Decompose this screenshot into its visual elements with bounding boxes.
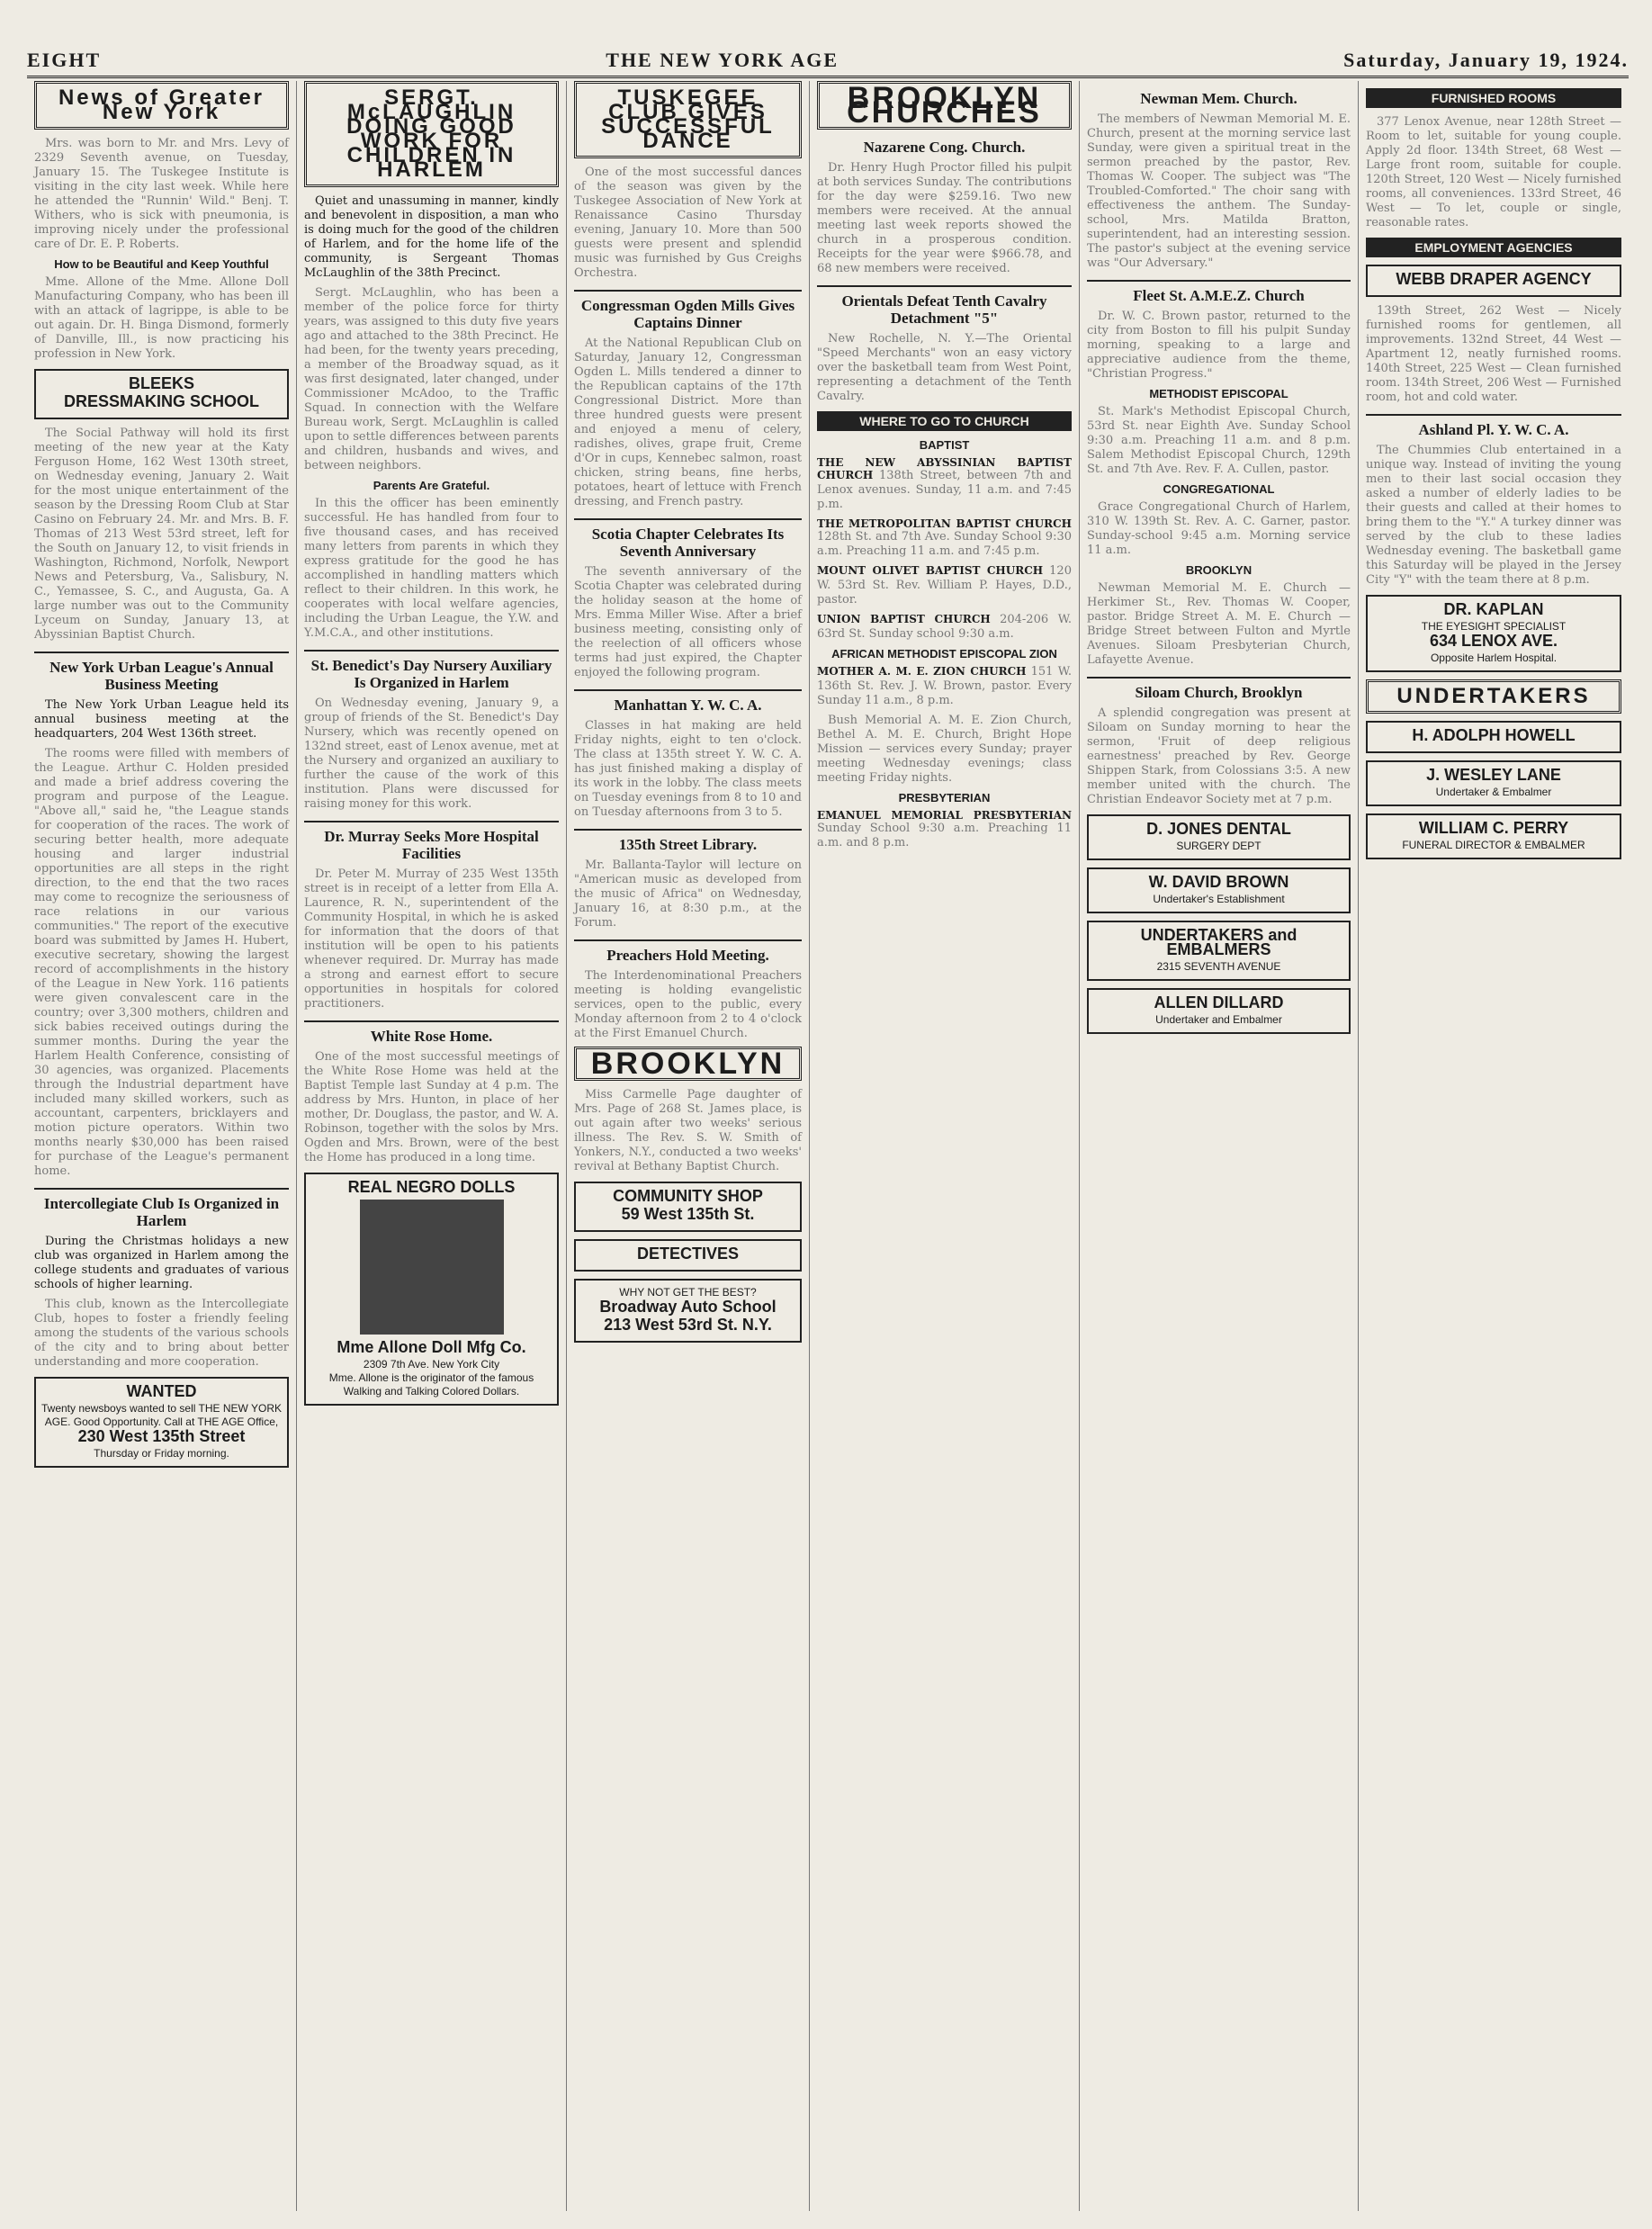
ad-title: D. JONES DENTAL xyxy=(1146,820,1291,838)
ad-title: COMMUNITY SHOP xyxy=(613,1187,763,1205)
ad-address: 230 West 135th Street xyxy=(77,1427,246,1445)
article-title: Congressman Ogden Mills Gives Captains Dinner xyxy=(574,290,802,331)
section-heading: TUSKEGEE CLUB GIVES SUCCESSFUL DANCE xyxy=(574,81,802,158)
ad-title: H. ADOLPH HOWELL xyxy=(1412,726,1576,744)
article-title: Siloam Church, Brooklyn xyxy=(1087,677,1351,701)
article-title: New York Urban League's Annual Business Meeting xyxy=(34,652,289,693)
ad-subtitle: FUNERAL DIRECTOR & EMBALMER xyxy=(1402,839,1585,851)
ad-address: 59 West 135th St. xyxy=(621,1205,755,1223)
ad-title: WANTED xyxy=(126,1382,197,1400)
doll-ad xyxy=(304,1173,559,1406)
article-text: Mrs. was born to Mr. and Mrs. Levy of 2329 Seventh avenue, on Tuesday, January 15. The Tuskegee Institute is visiting in the city last week. While here he attended the "Runnin' Wild." Benj. T. Withers, who is sick with pneumonia, is improving nicely under the professional care of Dr. E. P. Roberts. xyxy=(34,137,289,251)
optician-ad xyxy=(1366,595,1621,672)
ad-title: Broadway Auto School xyxy=(599,1298,777,1316)
ad-subtitle: SURGERY DEPT xyxy=(1176,840,1261,852)
article-text: The Social Pathway will hold its first meeting of the new year at the Katy Ferguson Home, 162 West 130th street, on Wednesday evening, January 2. Wait for the most unique entertainment of the season by the Dressing Room Club at Star Casino on February 24. Mr. and Mrs. B. F. Thomas of 213 West 53rd street, left for the South on January 12, to visit friends in Washington, Richmond, Norfolk, Newport News and Petersburg, Va., Salisbury, N. C., Yemassee, S. C., and Augusta, Ga. A large number was out to the Community Lyceum on Sunday, January 13, at Abyssinian Baptist Church. xyxy=(34,427,289,642)
issue-date: Saturday, January 19, 1924. xyxy=(1343,49,1629,71)
ad-text: Twenty newsboys wanted to sell THE NEW YORK AGE. Good Opportunity. Call at THE AGE Office, xyxy=(41,1402,282,1428)
article-title: Scotia Chapter Celebrates Its Seventh Anniversary xyxy=(574,518,802,560)
classified-listing: 139th Street, 262 West — Nicely furnished rooms for gentlemen, all improvements. 132nd Street, 44 West — Apartment 12, neatly furnished rooms. 140th Street, 225 West — Clean furnished room. 134th Street, 206 West — Furnished room, hot and cold water. xyxy=(1366,304,1621,404)
article-title: Newman Mem. Church. xyxy=(1140,90,1297,107)
article-text: Miss Carmelle Page daughter of Mrs. Page of 268 St. James place, is out again after two weeks' serious illness. The Rev. S. W. Smith of Yonkers, N.Y., conducted a two weeks' revival at Bethany Baptist Church. xyxy=(574,1088,802,1173)
ad-note: Thursday or Friday morning. xyxy=(94,1447,229,1460)
denomination-heading: BAPTIST xyxy=(919,438,970,452)
article-title: 135th Street Library. xyxy=(574,829,802,853)
article-text: On Wednesday evening, January 9, a group of friends of the St. Benedict's Day Nursery, which was recently opened on 132nd street, east of Lenox avenue, met at the Nursery and organized an auxiliary to further the cause of the work of this institution. Plans were discussed for raising money for this work. xyxy=(304,697,559,811)
ad-title: REAL NEGRO DOLLS xyxy=(347,1178,516,1196)
undertaker-ad xyxy=(1087,921,1351,981)
ad-headline: WHY NOT GET THE BEST? xyxy=(619,1286,757,1299)
undertaker-ad xyxy=(1087,867,1351,913)
wanted-ad xyxy=(34,1377,289,1468)
column-4 xyxy=(810,81,1080,2211)
article-text: The members of Newman Memorial M. E. Church, present at the morning service last Sunday, were given a spiritual treat in the sermon preached by the pastor, Rev. Thomas W. Cooper. The subject was "The Troubled-Comforted." The choir sang with effectiveness the anthem. The Sunday-school, Mrs. Matilda Bratton, superintendent, had an interesting session. The pastor's subject at the evening service was "Our Adversary." xyxy=(1087,112,1351,270)
article-text: Mme. Allone of the Mme. Allone Doll Manufacturing Company, who has been ill with an attack of lagrippe, is able to be out again. Dr. H. Binga Dismond, formerly of Danville, Ill., is now practicing his profession in New York. xyxy=(34,275,289,361)
ad-address: 213 West 53rd St. N.Y. xyxy=(604,1316,772,1334)
undertakers-banner: UNDERTAKERS xyxy=(1366,679,1621,714)
community-shop-ad xyxy=(574,1182,802,1232)
article-text: The Interdenominational Preachers meeting is holding evangelistic services, open to the public, every Monday afternoon from 2 to 4 o'clock at the First Emanuel Church. xyxy=(574,969,802,1040)
church-listing: Bush Memorial A. M. E. Zion Church, Bethel A. M. E. Church, Bright Hope Mission — services every Sunday; prayer meeting Wednesday evenings; class meeting Friday nights. xyxy=(817,714,1072,785)
article-text: Mr. Ballanta-Taylor will lecture on "American music as developed from the music of Africa" on Wednesday, January 16, at 8:30 p.m., at the Forum. xyxy=(574,858,802,930)
classified-heading: FURNISHED ROOMS xyxy=(1366,88,1621,108)
article-text: Quiet and unassuming in manner, kindly and benevolent in disposition, a man who is doing much for the good of the children of Harlem, and for the home life of the community, is Sergeant Thomas McLaughlin of the 38th Precinct. xyxy=(304,194,559,280)
church-listing: St. Mark's Methodist Episcopal Church, 53rd St. near Eighth Ave. Sunday School 9:30 a.m. Preaching 11 a.m. and 8 p.m. Salem Methodist Episcopal Church, 129th St. and 7th Ave. Rev. F. A. Cullen, pastor. xyxy=(1087,405,1351,476)
masthead xyxy=(27,36,1629,78)
ad-subtitle: Undertaker & Embalmer xyxy=(1435,786,1552,798)
article-text: Dr. Peter M. Murray of 235 West 135th street is in receipt of a letter from Ella A. Laurence, R. N., superintendent of the Community Hospital, in which he is asked for information that the doors of that institution will be open to his patients whenever required. Dr. Murray has made a strong and earnest effort to secure opportunities in hospitals for colored practitioners. xyxy=(304,867,559,1011)
article-title: White Rose Home. xyxy=(304,1020,559,1045)
ad-address: 634 LENOX AVE. xyxy=(1429,632,1558,650)
ad-subtitle: DRESSMAKING SCHOOL xyxy=(63,392,259,410)
article-title: Orientals Defeat Tenth Cavalry Detachment "5" xyxy=(817,285,1072,327)
article-text: This club, known as the Intercollegiate Club, hopes to foster a friendly feeling among the students of the various schools of the city and to bring about better understanding and more cooperation. xyxy=(34,1298,289,1369)
ad-title: UNDERTAKERS and EMBALMERS xyxy=(1140,926,1297,958)
ad-title: DETECTIVES xyxy=(636,1245,740,1263)
section-heading: SERGT. McLAUGHLIN DOING GOOD WORK FOR CHILDREN IN HARLEM xyxy=(304,81,559,187)
church-listing: MOTHER A. M. E. ZION CHURCH 151 W. 136th St. Rev. J. W. Brown, pastor. Every Sunday 11 a.m., 8 p.m. xyxy=(817,665,1072,707)
detectives-ad xyxy=(574,1239,802,1272)
denomination-heading: BROOKLYN xyxy=(1185,563,1252,577)
church-listing: MOUNT OLIVET BAPTIST CHURCH 120 W. 53rd St. Rev. William P. Hayes, D.D., pastor. xyxy=(817,564,1072,607)
church-listing: Newman Memorial M. E. Church — Herkimer St., Rev. Thomas W. Cooper, pastor. Bridge Street A. M. E. Church — Bridge Street between Fulton and Myrtle Avenues. Siloam Presbyterian Church, Lafayette Avenue. xyxy=(1087,581,1351,667)
denomination-heading: METHODIST EPISCOPAL xyxy=(1149,387,1288,400)
article-title: Manhattan Y. W. C. A. xyxy=(574,689,802,714)
ad-text: Mme. Allone is the originator of the famous Walking and Talking Colored Dollars. xyxy=(328,1371,534,1398)
ad-title: W. DAVID BROWN xyxy=(1148,873,1289,891)
brooklyn-banner: BROOKLYN xyxy=(574,1047,802,1081)
article-title: How to be Beautiful and Keep Youthful xyxy=(54,257,269,271)
column-3 xyxy=(567,81,810,2211)
article-text: The Chummies Club entertained in a unique way. Instead of inviting the young men to their last social occasion they asked a number of elderly ladies to be their guests and called at their homes to bring them to the "Y." A turkey dinner was served by the club to these ladies Wednesday evening. The basketball game this Saturday will be played in the Jersey City "Y" with the team there at 8 p.m. xyxy=(1366,444,1621,587)
ad-title: ALLEN DILLARD xyxy=(1154,993,1284,1011)
church-listing: UNION BAPTIST CHURCH 204-206 W. 63rd St. Sunday school 9:30 a.m. xyxy=(817,613,1073,641)
article-text: A splendid congregation was present at Siloam on Sunday morning to hear the sermon, 'Fruit of deep religious earnestness' preached by Rev. George Shippen Stark, from Colossians 3:5. A new member united with the church. The Christian Endeavor Society met at 7 p.m. xyxy=(1087,706,1351,806)
article-text: In this the officer has been eminently successful. He has handled from four to five thousand cases, and has received many letters from parents in which they express gratitude for the good he has accomplished in handling matters which reflect to their children. In this work, he cooperates with local welfare agencies, including the Urban League, the Y.W. and Y.M.C.A., and other institutions. xyxy=(304,497,559,640)
article-title: St. Benedict's Day Nursery Auxiliary Is Organized in Harlem xyxy=(304,650,559,691)
article-text: Classes in hat making are held Friday nights, eight to ten o'clock. The class at 135th street Y. W. C. A. has just finished making a display of its work in the lobby. The class meets on Tuesday evenings from 8 to 10 and on Tuesday afternoons from 3 to 5. xyxy=(574,719,802,819)
article-title: Nazarene Cong. Church. xyxy=(863,139,1026,156)
church-listing: THE METROPOLITAN BAPTIST CHURCH 128th St. and 7th Ave. Sunday School 9:30 a.m. Preaching 11 a.m. and 7:45 p.m. xyxy=(817,517,1072,558)
article-title: Dr. Murray Seeks More Hospital Facilities xyxy=(304,821,559,862)
article-text: One of the most successful meetings of the White Rose Home was held at the Baptist Temple last Sunday at 4 p.m. The address by Mrs. Hunton, in place of her mother, Dr. Douglass, the pastor, and W. A. Robinson, together with the solos by Mrs. Ogden and Mrs. Brown, were of the best the Home has produced in a long time. xyxy=(304,1050,559,1164)
section-heading: News of Greater New York xyxy=(34,81,289,130)
ad-title: WEBB DRAPER AGENCY xyxy=(1396,270,1592,288)
article-text: At the National Republican Club on Saturday, January 12, Congressman Ogden L. Mills tendered a dinner to the Republican captains of the 17th Congressional District. More than three hundred guests were present and enjoyed a menu of celery, radishes, olives, grape fruit, Creme d'Or in cups, Kennebec salmon, roast chicken, string beans, fine herbs, potatoes, heart of lettuce with French dressing, and French pastry. xyxy=(574,337,802,508)
article-text: One of the most successful dances of the season was given by the Tuskegee Association of New York at Renaissance Casino Thursday evening, January 10. More than 500 guests were present and splendid music was furnished by Gus Creighs Orchestra. xyxy=(574,166,802,280)
undertaker-ad xyxy=(1366,760,1621,806)
article-text: Sergt. McLaughlin, who has been a member of the police force for thirty years, was assigned to this duty five years ago and attached to the 38th Precinct. He had been, for the twenty years preceding, a member of the Broadway squad, as it was first designated, later changed, under Commissioner McAdoo, to the Traffic Squad. In connection with the Welfare Bureau work, Sergt. McLaughlin is called upon to settle differences between parents and children, husbands and wives, and between neighbors. xyxy=(304,286,559,472)
classified-heading: EMPLOYMENT AGENCIES xyxy=(1366,238,1621,257)
article-title: Fleet St. A.M.E.Z. Church xyxy=(1087,280,1351,304)
article-text: The rooms were filled with members of the League. Arthur C. Holden presided and made a brief address covering the program and purpose of the League. "Above all," said he, "the League stands for cooperation of the races. The work of securing better health, more adequate housing and larger industrial opportunities are all steps in the right direction, to the end that the two races may come to recognize the seriousness of race relations in our various communities." The report of the executive board was submitted by James H. Hubert, executive secretary, showing the largest record of accomplishments in the history of the League in New York. 116 patients were given convalescent care in the country; over 3,300 mothers, children and sick babies received outings during the summer months. During the year the Harlem Health Conference, consisting of 30 agencies, was organized. Placements through the Industrial department have included many skilled workers, such as accountant, carpenters, bricklayers and motion picture operators. Within two months nearly $30,000 has been raised for purchase of the League's permanent home. xyxy=(34,747,289,1178)
column-5 xyxy=(1080,81,1359,2211)
page-number: EIGHT xyxy=(27,49,102,71)
ad-company: Mme Allone Doll Mfg Co. xyxy=(337,1338,526,1356)
newspaper-title: THE NEW YORK AGE xyxy=(606,49,839,71)
article-title: Ashland Pl. Y. W. C. A. xyxy=(1366,414,1621,438)
ad-title: WILLIAM C. PERRY xyxy=(1418,819,1569,837)
ad-title: BLEEKS xyxy=(128,374,194,392)
article-subhead: Parents Are Grateful. xyxy=(373,479,490,492)
column-1 xyxy=(27,81,297,2211)
denomination-heading: PRESBYTERIAN xyxy=(898,791,991,804)
auto-school-ad xyxy=(574,1279,802,1343)
classified-listing: 377 Lenox Avenue, near 128th Street — Room to let, suitable for young couple. Apply 2d floor. 134th Street, 68 West — Large front room, suitable for couple. 120th Street, 120 West — Nicely furnished rooms, all conveniences. 133rd Street, 46 West — To let, couple or single, reasonable rates. xyxy=(1366,115,1621,229)
denomination-heading: AFRICAN METHODIST EPISCOPAL ZION xyxy=(831,647,1057,661)
column-6 xyxy=(1359,81,1629,2211)
article-text: The seventh anniversary of the Scotia Chapter was celebrated during the holiday season at the home of Mrs. Emma Miller Wise. After a brief business meeting, consisting only of the reelection of all officers whose terms had just expired, the Chapter enjoyed the following program. xyxy=(574,565,802,679)
ad-address: 2309 7th Ave. New York City xyxy=(363,1358,500,1371)
ad-address: 2315 SEVENTH AVENUE xyxy=(1156,960,1281,973)
article-text: Dr. Henry Hugh Proctor filled his pulpit at both services Sunday. The contributions for the day were $259.16. Two new members were received. At the annual meeting last week reports showed the church in a prosperous condition. Receipts for the year were $966.78, and 68 new members were received. xyxy=(817,161,1072,275)
denomination-heading: CONGREGATIONAL xyxy=(1163,482,1275,496)
article-text: During the Christmas holidays a new club was organized in Harlem among the college students and graduates of various schools of higher learning. xyxy=(34,1235,289,1291)
undertaker-ad xyxy=(1366,813,1621,859)
undertaker-ad xyxy=(1366,721,1621,753)
ad-title: J. WESLEY LANE xyxy=(1426,766,1561,784)
ad-title: DR. KAPLAN xyxy=(1443,600,1544,618)
bleeks-ad xyxy=(34,369,289,419)
agency-ad xyxy=(1366,265,1621,297)
undertaker-ad xyxy=(1087,988,1351,1034)
church-listing: EMANUEL MEMORIAL PRESBYTERIAN Sunday School 9:30 a.m. Preaching 11 a.m. and 8 p.m. xyxy=(817,809,1072,849)
church-listing: Grace Congregational Church of Harlem, 310 W. 139th St. Rev. A. C. Garner, pastor. Sunday-school 9:45 a.m. Morning service 11 a.m. xyxy=(1087,500,1351,557)
ad-note: Opposite Harlem Hospital. xyxy=(1430,652,1558,664)
column-2 xyxy=(297,81,567,2211)
ad-subtitle: Undertaker's Establishment xyxy=(1153,893,1285,905)
article-text: Dr. W. C. Brown pastor, returned to the city from Boston to fill his pulpit Sunday morning, speaking to a large and appreciative audience from the theme, "Christian Progress." xyxy=(1087,310,1351,381)
article-title: Intercollegiate Club Is Organized in Harlem xyxy=(34,1188,289,1229)
ad-subtitle: THE EYESIGHT SPECIALIST xyxy=(1421,620,1567,633)
article-text: New Rochelle, N. Y.—The Oriental "Speed Merchants" won an easy victory over the basketball team from West Point, representing a detachment of the Tenth Cavalry. xyxy=(817,332,1072,403)
brooklyn-churches-banner: BROOKLYN CHURCHES xyxy=(817,81,1072,130)
church-directory-heading: WHERE TO GO TO CHURCH xyxy=(817,411,1072,431)
doll-image xyxy=(360,1200,504,1335)
article-text: The New York Urban League held its annual business meeting at the headquarters, 204 West 136th street. xyxy=(34,698,289,741)
church-listing: THE NEW ABYSSINIAN BAPTIST CHURCH 138th Street, between 7th and Lenox avenues. Sunday, 11 a.m. and 7:45 p.m. xyxy=(817,456,1072,511)
article-title: Preachers Hold Meeting. xyxy=(574,939,802,964)
ad-subtitle: Undertaker and Embalmer xyxy=(1155,1013,1282,1026)
dental-ad xyxy=(1087,814,1351,860)
